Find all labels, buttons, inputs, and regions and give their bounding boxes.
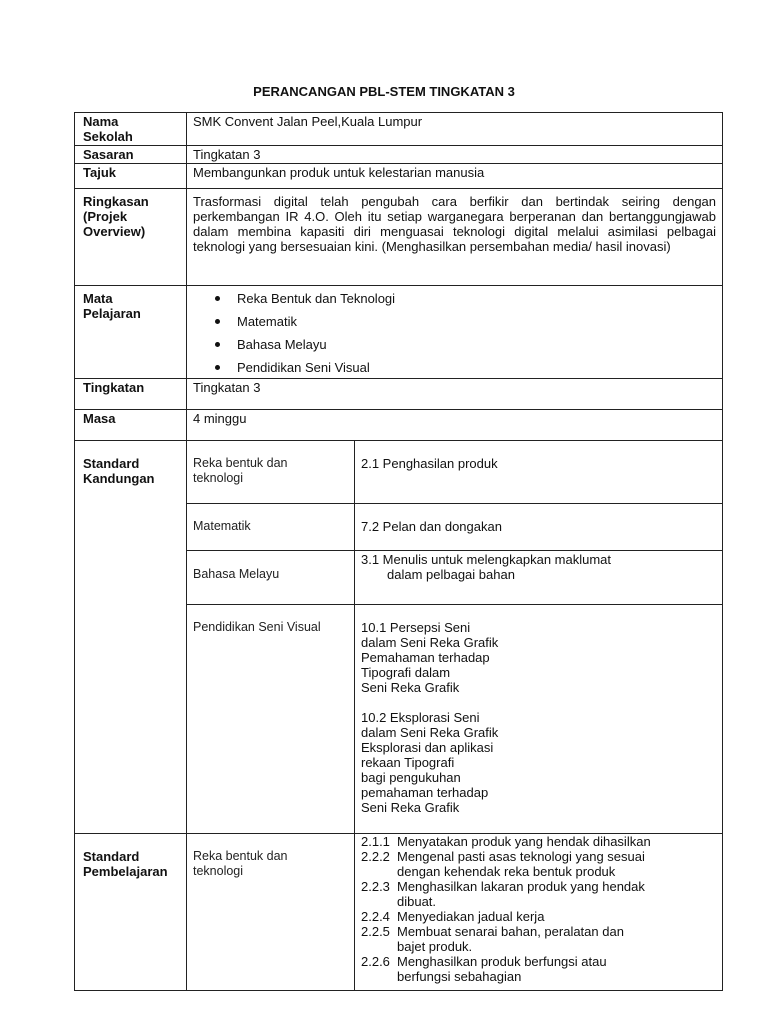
label-tajuk: Tajuk bbox=[75, 164, 187, 189]
list-item-cont bbox=[361, 939, 716, 954]
item-number: 2.1.1 bbox=[361, 834, 390, 849]
label-line: Standard bbox=[83, 849, 140, 864]
sk-subject-mat: Matematik bbox=[187, 504, 355, 551]
label-standard-pembelajaran bbox=[75, 834, 187, 991]
value-masa: 4 minggu bbox=[187, 410, 723, 441]
row-sasaran bbox=[75, 146, 723, 164]
row-sk-rbt bbox=[75, 441, 723, 504]
row-masa bbox=[75, 410, 723, 441]
label-line: Standard bbox=[83, 456, 140, 471]
sk-subject-bm: Bahasa Melayu bbox=[187, 551, 355, 605]
item-text: Menyediakan jadual kerja bbox=[397, 909, 545, 924]
row-nama-sekolah bbox=[75, 113, 723, 146]
label-line: Ringkasan bbox=[83, 194, 149, 209]
content-line: Tipografi dalam bbox=[361, 665, 451, 680]
sk-content-psv bbox=[355, 605, 723, 834]
item-text: Mengenal pasti asas teknologi yang sesuai bbox=[397, 849, 645, 864]
list-item-cont bbox=[361, 894, 716, 909]
list-item-cont bbox=[361, 969, 716, 984]
subject-label: Reka Bentuk dan Teknologi bbox=[237, 291, 396, 306]
label-standard-kandungan bbox=[75, 441, 187, 834]
list-item bbox=[221, 337, 716, 352]
sp-subject bbox=[187, 834, 355, 991]
item-text: Menyatakan produk yang hendak dihasilkan bbox=[397, 834, 651, 849]
list-item bbox=[361, 924, 716, 939]
label-line: Nama bbox=[83, 114, 119, 129]
list-item bbox=[221, 360, 716, 375]
subject-list bbox=[193, 291, 716, 375]
label-line: Pelajaran bbox=[83, 306, 141, 321]
list-item bbox=[361, 849, 716, 864]
content-line: Eksplorasi dan aplikasi bbox=[361, 740, 494, 755]
item-text: Membuat senarai bahan, peralatan dan bbox=[397, 924, 624, 939]
list-item-cont bbox=[361, 864, 716, 879]
bullet-icon bbox=[215, 365, 220, 370]
content-line: Seni Reka Grafik bbox=[361, 800, 460, 815]
content-line: dalam pelbagai bahan bbox=[387, 567, 515, 582]
item-number: 2.2.6 bbox=[361, 954, 390, 969]
sk-content-mat: 7.2 Pelan dan dongakan bbox=[355, 504, 723, 551]
subject-label: Matematik bbox=[237, 314, 297, 329]
value-mata-pelajaran bbox=[187, 286, 723, 379]
label-line: Kandungan bbox=[83, 471, 155, 486]
subject-line: teknologi bbox=[193, 471, 244, 485]
content-line: 3.1 Menulis untuk melengkapkan maklumat bbox=[361, 552, 612, 567]
item-number: 2.2.2 bbox=[361, 849, 390, 864]
value-tajuk: Membangunkan produk untuk kelestarian manusia bbox=[187, 164, 723, 189]
row-ringkasan bbox=[75, 189, 723, 286]
row-mata-pelajaran bbox=[75, 286, 723, 379]
item-text: Menghasilkan lakaran produk yang hendak bbox=[397, 879, 645, 894]
document-title: PERANCANGAN PBL-STEM TINGKATAN 3 bbox=[253, 84, 515, 99]
bullet-icon bbox=[215, 342, 220, 347]
item-text: Menghasilkan produk berfungsi atau bbox=[397, 954, 607, 969]
label-mata-pelajaran bbox=[75, 286, 187, 379]
label-line: Overview) bbox=[83, 224, 146, 239]
value-nama-sekolah: SMK Convent Jalan Peel,Kuala Lumpur bbox=[187, 113, 723, 146]
item-text: dibuat. bbox=[397, 894, 437, 909]
subject-line: Reka bentuk dan bbox=[193, 456, 288, 470]
label-line: Sekolah bbox=[83, 129, 133, 144]
label-sasaran: Sasaran bbox=[75, 146, 187, 164]
row-tingkatan bbox=[75, 379, 723, 410]
value-sasaran: Tingkatan 3 bbox=[187, 146, 723, 164]
content-line: bagi pengukuhan bbox=[361, 770, 461, 785]
list-item bbox=[361, 909, 716, 924]
subject-line: teknologi bbox=[193, 864, 244, 878]
label-nama-sekolah bbox=[75, 113, 187, 146]
content-line: 10.2 Eksplorasi Seni bbox=[361, 710, 480, 725]
row-standard-pembelajaran bbox=[75, 834, 723, 991]
item-number: 2.2.5 bbox=[361, 924, 390, 939]
item-number: 2.2.4 bbox=[361, 909, 390, 924]
sk-subject-psv: Pendidikan Seni Visual bbox=[187, 605, 355, 834]
content-line: 10.1 Persepsi Seni bbox=[361, 620, 471, 635]
list-item bbox=[221, 314, 716, 329]
sk-subject-rbt bbox=[187, 441, 355, 504]
content-line: dalam Seni Reka Grafik bbox=[361, 725, 499, 740]
sk-content-bm bbox=[355, 551, 723, 605]
item-text: dengan kehendak reka bentuk produk bbox=[397, 864, 616, 879]
item-number: 2.2.3 bbox=[361, 879, 390, 894]
content-line: Pemahaman terhadap bbox=[361, 650, 490, 665]
value-tingkatan: Tingkatan 3 bbox=[187, 379, 723, 410]
list-item bbox=[361, 954, 716, 969]
sp-items bbox=[355, 834, 723, 991]
subject-label: Pendidikan Seni Visual bbox=[237, 360, 370, 375]
row-tajuk bbox=[75, 164, 723, 189]
label-ringkasan bbox=[75, 189, 187, 286]
list-item bbox=[361, 879, 716, 894]
list-item bbox=[221, 291, 716, 306]
content-line: Seni Reka Grafik bbox=[361, 680, 460, 695]
content-line: pemahaman terhadap bbox=[361, 785, 489, 800]
subject-line: Reka bentuk dan bbox=[193, 849, 288, 863]
label-line: Pembelajaran bbox=[83, 864, 168, 879]
item-text: berfungsi sebahagian bbox=[397, 969, 522, 984]
label-line: (Projek bbox=[83, 209, 128, 224]
label-tingkatan: Tingkatan bbox=[75, 379, 187, 410]
item-text: bajet produk. bbox=[397, 939, 473, 954]
label-masa: Masa bbox=[75, 410, 187, 441]
subject-label: Bahasa Melayu bbox=[237, 337, 327, 352]
pbl-stem-plan-table bbox=[74, 112, 723, 991]
bullet-icon bbox=[215, 296, 220, 301]
label-line: Mata bbox=[83, 291, 113, 306]
content-line: dalam Seni Reka Grafik bbox=[361, 635, 499, 650]
list-item bbox=[361, 834, 716, 849]
value-ringkasan: Trasformasi digital telah pengubah cara berfikir dan bertindak seiring dengan perkembangan IR 4.O. Oleh itu setiap warganegara berperanan dan bertanggungjawab dalam membina kapasiti diri menguasai teknologi digital melalui asimilasi pelbagai teknologi yang bersesuaian kini. (Menghasilkan persembahan media/ hasil inovasi) bbox=[187, 189, 723, 286]
sk-content-rbt: 2.1 Penghasilan produk bbox=[355, 441, 723, 504]
bullet-icon bbox=[215, 319, 220, 324]
content-line: rekaan Tipografi bbox=[361, 755, 455, 770]
